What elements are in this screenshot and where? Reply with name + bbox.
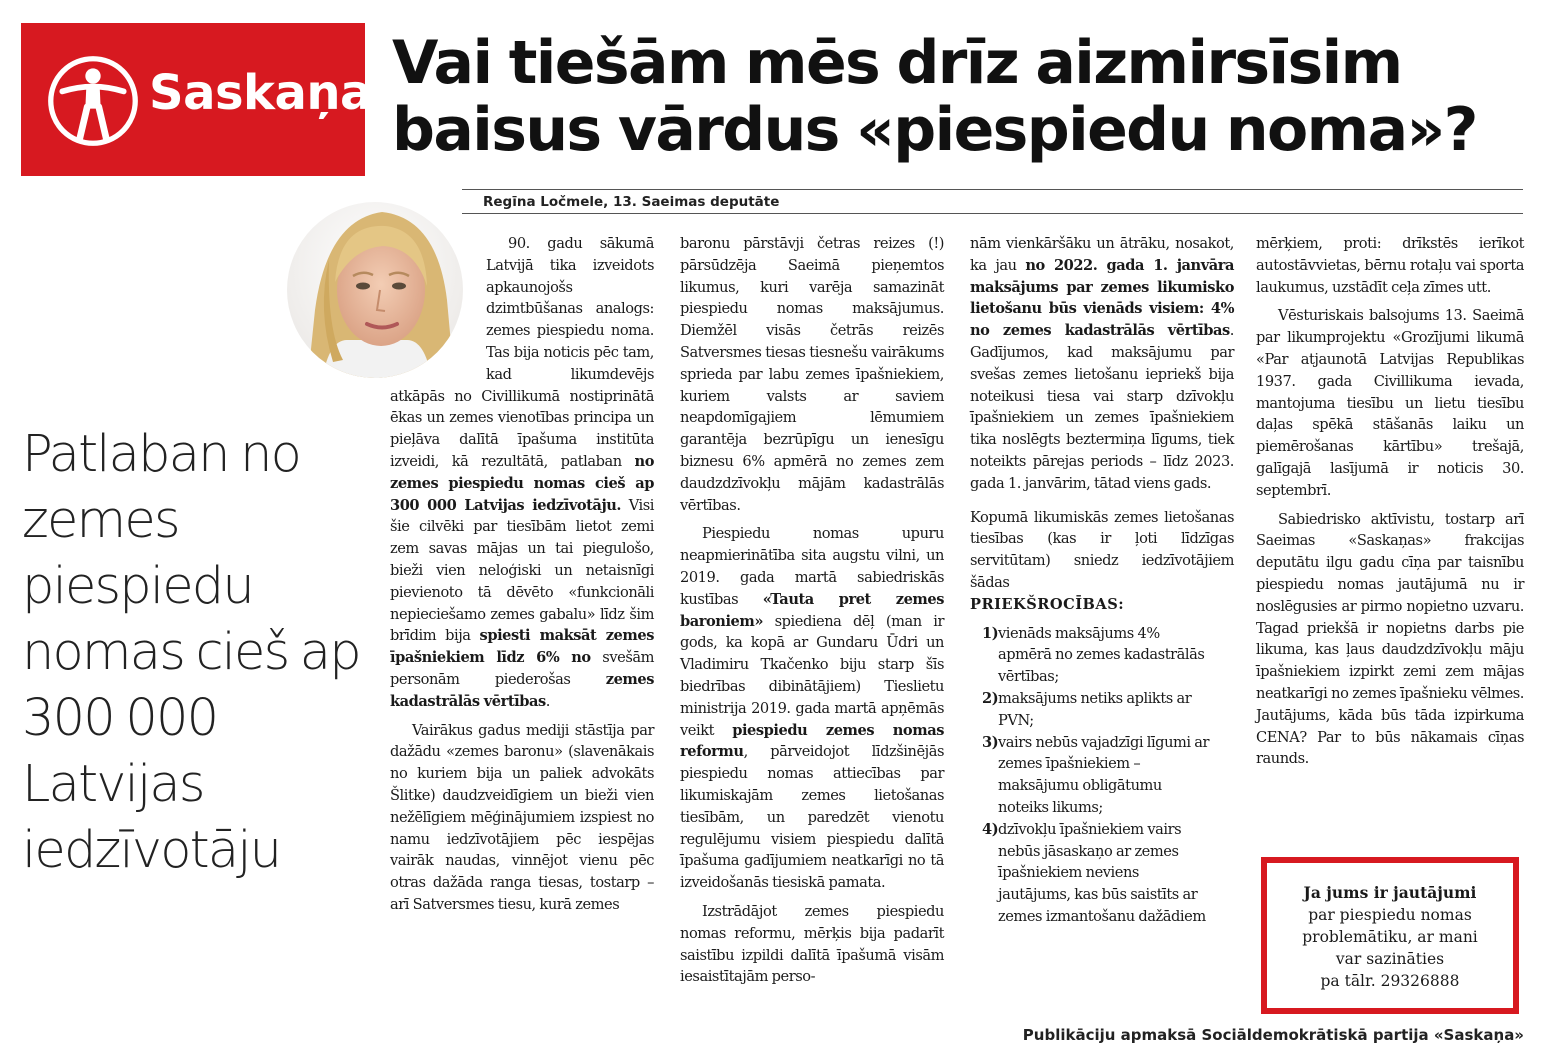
benefit-number: 2) <box>982 689 999 707</box>
text-run: Visi šie cilvēki par tiesībām lietot zemi zem savas mājas un tai piegulošo, bieži vien neloģiski un netaisnīgi pievienoto tā dēvēto «funkcionāli nepieciešamo zemes gabalu» līdz šim brīdim bija <box>390 496 654 645</box>
bold-run: zemes kadastrālās vērtības <box>390 670 654 710</box>
benefit-text: maksājums netiks aplikts ar PVN; <box>998 689 1192 729</box>
article-paragraph: Izstrādājot zemes piespiedu nomas reformu, mērķis bija padarīt saistību izpildi dalītā īpašumā visām iesaistītajām perso- <box>680 902 944 986</box>
text-run: svešām personām piederošas <box>390 649 655 688</box>
brand-logo-box <box>21 23 372 176</box>
byline-rule-bottom <box>462 213 1523 214</box>
article-paragraph <box>970 233 1234 495</box>
benefit-item <box>970 688 1234 732</box>
article-column-4 <box>1256 233 1524 777</box>
text-run: Piespiedu nomas upuru neapmierinātība sita augstu vilni, un 2019. gada martā sabiedriskās kustības <box>680 525 944 608</box>
benefit-item <box>970 732 1234 819</box>
article-column-3 <box>970 233 1234 928</box>
benefits-intro <box>970 507 1234 616</box>
article-paragraph: Vēsturiskais balsojums 13. Saeimā par likumprojektu «Grozījumi likumā «Par atjaunotā Latvijas Republikas 1937. gada Civillikuma ievada, mantojuma tiesību un lietu tiesību daļas spēkā stāšanās laiku un piemērošanas kārtību» trešajā, galīgajā lasījumā ir noticis 30. septembrī. <box>1256 307 1524 499</box>
headline: Vai tiešām mēs drīz aizmirsīsim baisus vārdus «piespiedu noma»? <box>392 28 1477 165</box>
text-run: . <box>545 692 550 710</box>
byline: Regīna Ločmele, 13. Saeimas deputāte <box>483 194 780 210</box>
pull-quote: Patlaban no zemes piespiedu nomas cieš ap 300 000 Latvijas iedzīvotāju <box>22 425 360 880</box>
bold-run: no zemes piespiedu nomas cieš ap 300 000 Latvijas iedzīvotāju. <box>390 452 654 514</box>
photo-wrap-space <box>390 233 486 385</box>
contact-line: problemātiku, ar mani <box>1302 928 1478 946</box>
bold-run: «Tauta pret zemes baroniem» <box>680 590 945 630</box>
text-run: . Gadījumos, kad maksājumu par svešas zemes lietošanu iepriekš bija noteikusi tiesa vai starp dzīvokļu īpašniekiem un zemes īpašniekiem tika noslēgts beztermiņa līgums, tiek noteikts pārejas periods – līdz 2023. gada 1. janvārim, tātad viens gads. <box>970 322 1234 492</box>
brand-name: Saskaņa <box>149 65 372 121</box>
text-run: nām vienkāršāku un ātrāku, nosakot, ka jau <box>970 235 1234 274</box>
article-paragraph <box>680 523 944 894</box>
benefits-box <box>970 507 1234 928</box>
benefit-item <box>970 819 1234 928</box>
article-paragraph: Sabiedrisko aktīvistu, tostarp arī Saeimas «Saskaņas» frakcijas deputātu ilgu gadu cīņa par taisnību piespiedu nomas jautājumā nu ir noslēgusies ar pirmo nopietno uzvaru. Tagad priekšā ir nopietns darbs pie likuma, kas ļaus daudzdzīvokļu māju īpašniekiem izpirkt zemi zem mājas neatkarīgi no zemes īpašnieku vēlmes. Jautājums, kāda būs tāda izpirkuma CENA? Par to būs nākamais cīņas raunds. <box>1256 510 1524 768</box>
article-paragraph: mērķiem, proti: drīkstēs ierīkot autostāvvietas, bērnu rotaļu vai sporta laukumus, uzstādīt ceļa zīmes utt. <box>1256 235 1524 296</box>
text-run: 90. gadu sākumā Latvijā tika izveidots apkaunojošs dzimtbūšanas analogs: zemes piespiedu noma. Tas bija noticis pēc tam, kad likumdevējs atkāpās no Civillikumā nostiprinātā ēkas un zemes vienotības principa un pieļāva dalītā īpašuma institūta izveidi, kā rezultātā, patlaban <box>390 235 654 470</box>
benefit-item <box>970 623 1234 688</box>
bold-run: spiesti maksāt zemes īpašniekiem līdz 6% no <box>390 627 654 667</box>
benefits-heading: PRIEKŠROCĪBAS: <box>970 595 1125 613</box>
vitruvian-man-logo-icon <box>45 53 141 149</box>
benefit-number: 1) <box>982 624 999 642</box>
contact-phone: pa tālr. 29326888 <box>1320 972 1460 990</box>
benefits-list <box>970 623 1234 928</box>
bold-run: no 2022. gada 1. janvāra maksājums par zemes likumisko lietošanu būs vienāds visiem: 4% no zemes kadastrālās vērtības <box>970 256 1234 340</box>
byline-rule-top <box>462 189 1523 190</box>
text-run: , pārveidojot līdzšinējās piespiedu nomas attiecības par likumiskajām zemes lietošanas tiesībām, un paredzēt vienotu regulējumu visiem piespiedu dalītā īpašuma gadījumiem neatkarīgi no tā izveidošanās tiesiskā pamata. <box>680 743 944 892</box>
contact-line: var sazināties <box>1335 950 1445 968</box>
article-paragraph: Vairākus gadus mediji stāstīja par dažādu «zemes baronu» (slavenākais no kuriem bija un paliek advokāts Šlitke) daudzveidīgiem un bieži vien nežēlīgiem mēģinājumiem izspiest no namu iedzīvotājiem pēc iespējas vairāk naudas, vinnējot vienu pēc otras dažāda ranga tiesas, tostarp – arī Satversmes tiesu, kurā zemes <box>390 721 654 913</box>
article-column-2 <box>680 233 944 995</box>
benefit-text: vienāds maksājums 4% apmērā no zemes kadastrālās vērtības; <box>998 624 1205 686</box>
contact-line: par piespiedu nomas <box>1308 906 1472 924</box>
sponsor-footer: Publikāciju apmaksā Sociāldemokrātiskā partija «Saskaņa» <box>1022 1026 1524 1044</box>
benefits-intro-text: Kopumā likumiskās zemes lietošanas tiesības (kas ir ļoti līdzīgas servitūtam) sniedz iedzīvotājiem šādas <box>970 508 1234 591</box>
bold-run: piespiedu zemes nomas reformu <box>680 721 944 761</box>
benefit-number: 3) <box>982 733 999 751</box>
article-column-1 <box>390 233 654 923</box>
article-paragraph: baronu pārstāvji četras reizes (!) pārsūdzēja Saeimā pieņemtos likumus, kuri varēja samazināt piespiedu nomas maksājumus. Diemžēl visās četrās reizēs Satversmes tiesas tiesnešu vairākums sprieda par labu zemes īpašniekiem, kuriem valsts ar saviem neapdomīgajiem lēmumiem garantēja bezrūpīgu un ienesīgu biznesu 6% apmērā no zemes zem daudzdzīvokļu mājām kadastrālās vērtības. <box>680 235 944 514</box>
text-run: spiediena dēļ (man ir gods, ka kopā ar Gundaru Ūdri un Vladimiru Tkačenko biju starp šīs biedrības dibinātājiem) Tieslietu ministrija 2019. gada martā apņēmās veikt <box>680 612 944 739</box>
contact-box <box>1261 857 1519 1014</box>
benefit-text: dzīvokļu īpašniekiem vairs nebūs jāsaskaņo ar zemes īpašniekiem neviens jautājums, kas būs saistīts ar zemes izmantošanu dažādiem <box>998 820 1206 925</box>
benefit-number: 4) <box>982 820 999 838</box>
benefit-text: vairs nebūs vajadzīgi līgumi ar zemes īpašniekiem – maksājumu obligātumu noteiks likums; <box>998 733 1210 816</box>
contact-heading: Ja jums ir jautājumi <box>1303 883 1477 902</box>
contact-text <box>1267 882 1513 992</box>
